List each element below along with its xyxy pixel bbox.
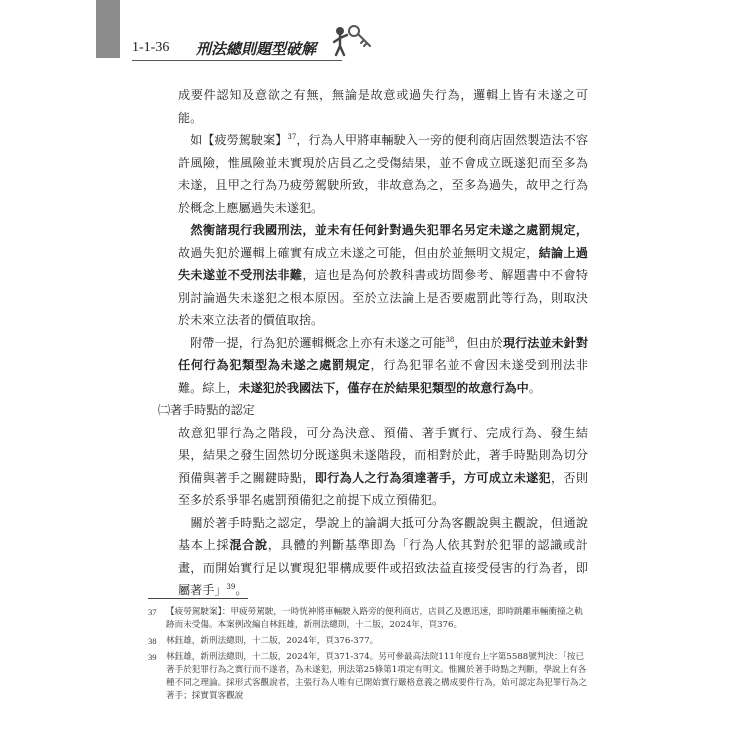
bold-text: 即行為人之行為須達著手，方可成立未遂犯	[314, 470, 551, 485]
text: 如【疲勞駕駛案】	[190, 133, 288, 147]
text: 附帶一提，行為犯於邏輯概念上亦有未遂之可能	[190, 335, 446, 350]
main-text	[158, 84, 588, 602]
corner-tab	[96, 0, 120, 58]
section-heading-text: ㈡著手時點的認定	[158, 403, 255, 417]
footnote-rule	[148, 598, 248, 599]
paragraph-5	[178, 422, 588, 512]
text: 故意犯罪行為之階段，可分為決意、預備、著手實行、完成行為、發生結果，結果之發生固然切分既遂與未遂階段，而相對於此，著手時點則為切分預備與著手之關鍵時點，	[178, 425, 588, 485]
footnote-38	[148, 635, 588, 648]
text: ，具體的判斷基準即為「行為人依其對於犯罪的認識或計畫，而開始實行足以實現犯罪構成要件或招致法益直接受侵害的行為者，即屬著手」	[178, 538, 588, 597]
book-title: 刑法總則題型破解	[196, 40, 317, 58]
footnote-ref-38[interactable]: 38	[445, 335, 455, 344]
bold-text: 結論上過失未遂並不受刑法非難	[178, 245, 588, 282]
footnote-39	[148, 651, 588, 703]
key-figure-icon	[330, 22, 374, 58]
paragraph-4	[178, 332, 588, 400]
footnote-number: 39	[148, 652, 157, 662]
bold-text: 混合說	[229, 538, 268, 552]
text: 成要件認知及意欲之有無，無論是故意或過失行為，邏輯上皆有未遂之可能。	[178, 88, 588, 125]
footnote-text: 林鈺雄，新刑法總則，十二版，2024年，頁376-377。	[166, 636, 379, 646]
footnote-text: 林鈺雄，新刑法總則，十二版，2024年，頁371-374。另可參最高法院111年度台上字第5588號判決：「按已著手於犯罪行為之實行而不遂者，為未遂犯，刑法第25條第1項定有明文。惟關於著手時點之判斷，學說上有各種不同之理論。採形式客觀說者，主張行為人唯有已開始實行嚴格意義之構成要件行為，始可認定為犯罪行為之著手；採實質客觀說	[166, 652, 588, 701]
bold-text: 然衡諸現行我國刑法，並未有任何針對過失犯罪名另定未遂之處罰規定，	[190, 223, 588, 237]
text: ，行為人甲將車輛駛入一旁的便利商店固然製造法不容許風險，惟風險並未實現於店員乙之受傷結果，並不會成立既遂犯而至多為未遂，且甲之行為乃疲勞駕駛所致，非故意為之，至多為過失，故甲之行為於概念上應屬過失未遂犯。	[178, 133, 588, 215]
paragraph-3	[178, 219, 588, 332]
footnotes	[148, 606, 588, 706]
section-heading	[158, 399, 588, 422]
paragraph-2	[178, 129, 588, 219]
footnote-number: 37	[148, 607, 157, 617]
footnote-37	[148, 606, 588, 632]
footnote-number: 38	[148, 636, 157, 646]
text: 故過失犯於邏輯上確實有成立未遂之可能，但由於並無明文規定，	[178, 245, 539, 260]
text: 。	[528, 380, 541, 395]
bold-text: 現行法並未針對任何行為犯類型為未遂之處罰規定	[178, 335, 588, 372]
page-number: 1-1-36	[132, 40, 170, 55]
text: ，這也是為何於教科書或坊間參考、解題書中不會特別討論過失未遂犯之根本原因。至於立法論上是否要處罰此等行為，則取決於未來立法者的價值取捨。	[178, 268, 588, 327]
footnote-ref-39[interactable]: 39	[226, 582, 236, 591]
paragraph-6	[178, 512, 588, 602]
paragraph-1	[178, 84, 588, 129]
bold-text: 未遂犯於我國法下，僅存在於結果犯類型的故意行為中	[238, 380, 529, 395]
footnote-ref-37[interactable]: 37	[287, 132, 297, 141]
text: 關於著手時點之認定，學說上的論調大抵可分為客觀說與主觀說，但通說基本上採	[178, 515, 588, 552]
header-rule	[132, 60, 342, 61]
text: ，行為犯罪名並不會因未遂受到刑法非難。綜上，	[178, 358, 588, 395]
footnote-text: 【疲勞駕駛案】：甲疲勞駕駛，一時恍神將車輛駛入路旁的便利商店，店員乙及應迅速，即時跳離車輛衝撞之軌跡而未受傷。本案例改編自林鈺雄，新刑法總則，十二版，2024年，頁376。	[166, 607, 583, 630]
text: ，但由於	[454, 335, 503, 350]
text: 。	[235, 583, 248, 597]
text: ，否則至多於系爭罪名處罰預備犯之前提下成立預備犯。	[178, 470, 588, 507]
